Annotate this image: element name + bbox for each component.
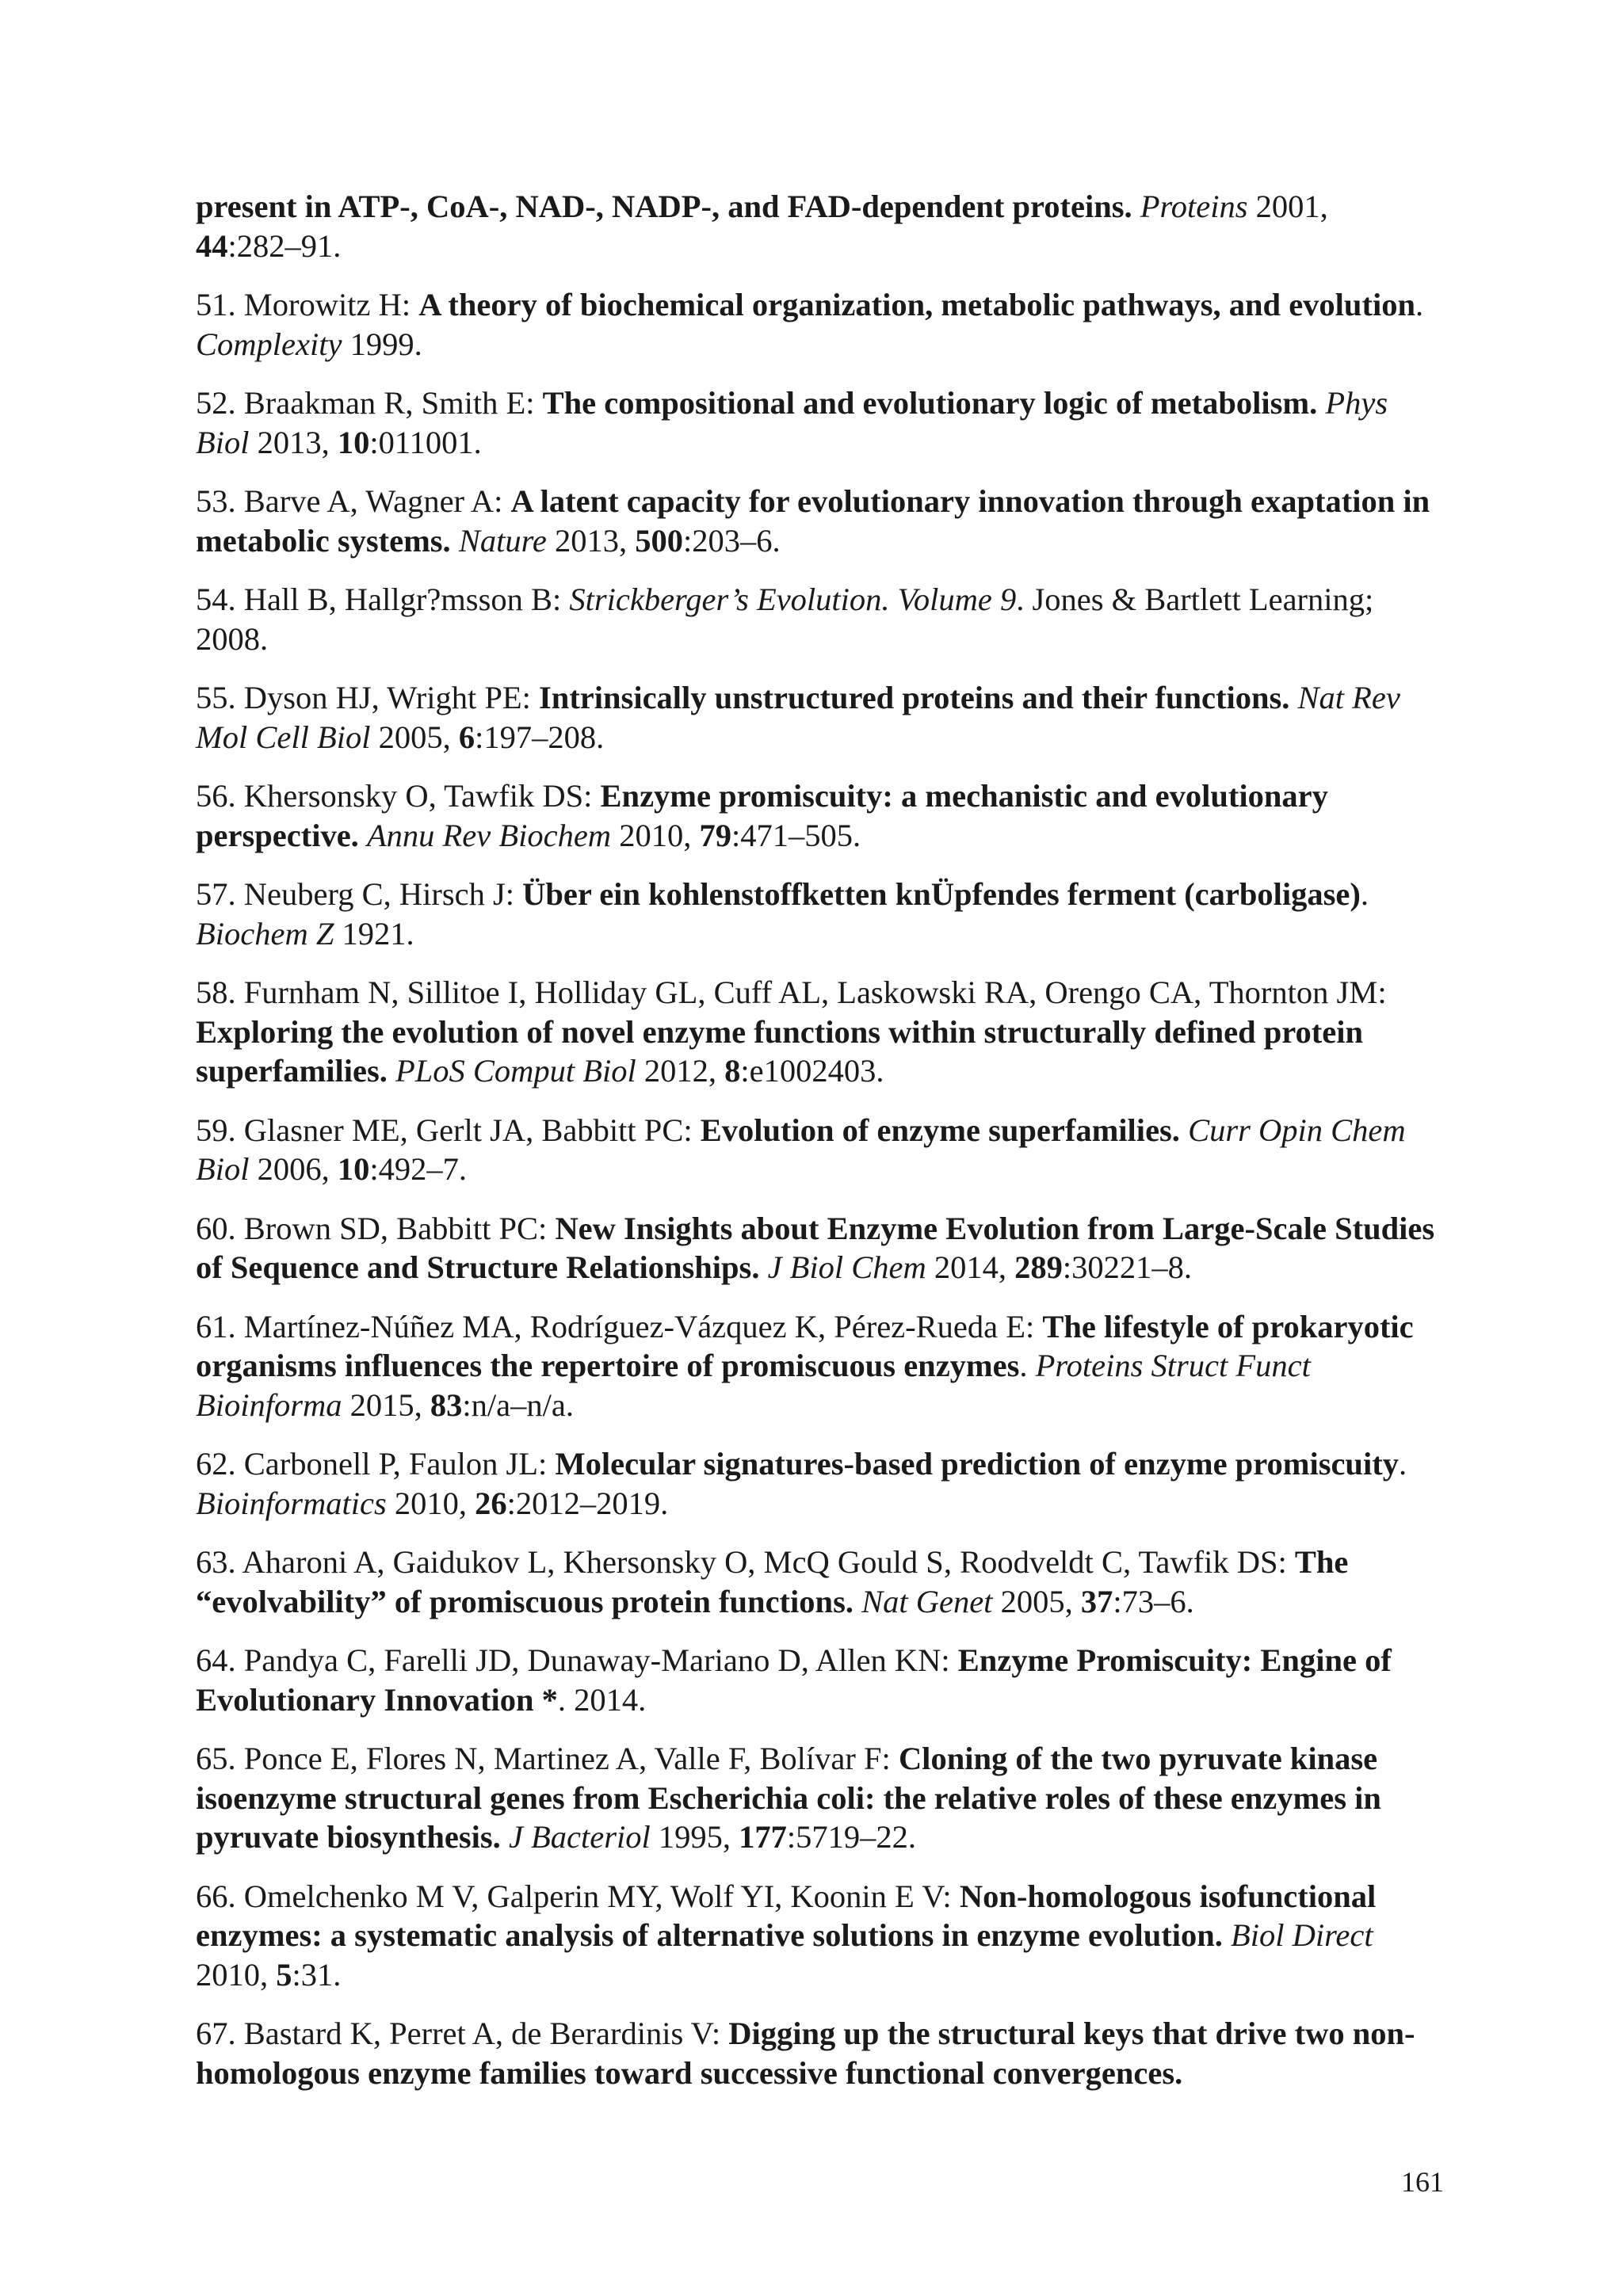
ref-journal: Bioinformatics [196, 1485, 387, 1521]
ref-journal: Biochem Z [196, 915, 334, 952]
ref-title: Cloning of the two pyruvate kinase isoenzyme structural genes from Escherichia coli: the relative roles of these enzymes in pyruvate biosynthesis. [196, 1741, 1381, 1855]
ref-authors: 55. Dyson HJ, Wright PE: [196, 680, 540, 715]
ref-pages: :n/a–n/a. [462, 1386, 574, 1423]
ref-separator [1132, 189, 1140, 224]
ref-separator: . 2014. [557, 1681, 647, 1718]
ref-pages: :31. [292, 1956, 342, 1993]
reference-item [196, 875, 1440, 953]
ref-separator [359, 818, 367, 853]
ref-authors: 54. Hall B, Hallgr?msson B: [196, 582, 570, 617]
ref-authors: 53. Barve A, Wagner A: [196, 483, 511, 519]
ref-title: The “evolvability” of promiscuous protein functions. [196, 1544, 1349, 1619]
ref-volume: 83 [430, 1386, 463, 1423]
ref-title: Intrinsically unstructured proteins and their functions. [539, 680, 1290, 715]
ref-pages: :282–91. [227, 227, 342, 264]
reference-item [196, 1641, 1440, 1719]
ref-pages: :30221–8. [1062, 1249, 1193, 1285]
ref-journal: Annu Rev Biochem [366, 817, 612, 853]
ref-pages: :e1002403. [740, 1053, 884, 1089]
ref-volume: 79 [699, 817, 731, 853]
ref-year: 2010, [386, 1485, 475, 1521]
ref-title: A theory of biochemical organization, metabolic pathways, and evolution [418, 287, 1415, 322]
ref-title: Evolution of enzyme superfamilies. [700, 1112, 1180, 1148]
ref-pages: :492–7. [369, 1151, 468, 1187]
reference-item [196, 776, 1440, 855]
ref-title: Digging up the structural keys that drive two non-homologous enzyme families toward successive functional convergences. [196, 2016, 1415, 2091]
reference-item [196, 1111, 1440, 1189]
ref-title: Über ein kohlenstoffketten knÜpfendes ferment (carboligase) [522, 876, 1361, 912]
ref-authors: 65. Ponce E, Flores N, Martinez A, Valle F, Bolívar F: [196, 1741, 899, 1776]
ref-volume: 177 [739, 1819, 787, 1855]
ref-title: New Insights about Enzyme Evolution from Large-Scale Studies of Sequence and Structure Relationships. [196, 1210, 1435, 1285]
ref-year: 2001, [1247, 189, 1328, 224]
ref-separator [451, 523, 459, 559]
ref-journal: J Bacteriol [508, 1819, 651, 1855]
ref-authors: 64. Pandya C, Farelli JD, Dunaway-Mariano D, Allen KN: [196, 1642, 958, 1678]
ref-year: 2013, [546, 522, 636, 559]
reference-item [196, 383, 1440, 462]
ref-separator [759, 1249, 767, 1285]
ref-journal: Complexity [196, 326, 342, 362]
ref-journal: J Biol Chem [767, 1249, 926, 1285]
ref-separator [1317, 385, 1325, 421]
ref-title: The lifestyle of prokaryotic organisms influences the repertoire of promiscuous enzymes [196, 1308, 1414, 1383]
reference-item [196, 2014, 1440, 2092]
ref-pages: :203–6. [682, 522, 781, 559]
ref-authors: 58. Furnham N, Sillitoe I, Holliday GL, Cuff AL, Laskowski RA, Orengo CA, Thornton JM: [196, 974, 1387, 1010]
ref-year: 2005, [992, 1583, 1081, 1619]
ref-year: 2013, [249, 424, 338, 460]
ref-authors: 51. Morowitz H: [196, 287, 419, 322]
ref-journal: Proteins [1140, 189, 1248, 224]
ref-title: A latent capacity for evolutionary innovation through exaptation in metabolic systems. [196, 483, 1430, 559]
ref-authors: 52. Braakman R, Smith E: [196, 385, 543, 421]
ref-year: 2005, [370, 719, 459, 755]
ref-year: 1995, [650, 1819, 739, 1855]
ref-authors: 63. Aharoni A, Gaidukov L, Khersonsky O, McQ Gould S, Roodveldt C, Tawfik DS: [196, 1544, 1295, 1580]
ref-authors: 57. Neuberg C, Hirsch J: [196, 876, 523, 912]
reference-item [196, 1739, 1440, 1857]
ref-separator [1223, 1917, 1231, 1953]
ref-separator [388, 1053, 395, 1089]
ref-volume: 500 [635, 522, 683, 559]
ref-authors: 59. Glasner ME, Gerlt JA, Babbitt PC: [196, 1112, 701, 1148]
ref-year: 2012, [636, 1053, 725, 1089]
ref-year: 1921. [334, 915, 414, 952]
ref-title: present in ATP-, CoA-, NAD-, NADP-, and FAD-dependent proteins. [196, 189, 1132, 224]
reference-item [196, 678, 1440, 757]
ref-volume: 6 [458, 719, 475, 755]
reference-item [196, 1444, 1440, 1523]
ref-separator: . [1415, 287, 1424, 322]
ref-separator [1180, 1112, 1188, 1148]
reference-item [196, 1543, 1440, 1621]
ref-pages: :73–6. [1113, 1583, 1194, 1619]
reference-item [196, 1209, 1440, 1287]
ref-pages: :011001. [369, 424, 482, 460]
ref-authors: 66. Omelchenko M V, Galperin MY, Wolf YI, Koonin E V: [196, 1878, 960, 1914]
ref-pages: :197–208. [475, 719, 605, 755]
ref-journal: Nat Rev Mol Cell Biol [196, 680, 1400, 755]
ref-year: 2010, [611, 817, 700, 853]
ref-year: 2010, [196, 1956, 277, 1993]
ref-year: 1999. [342, 326, 422, 362]
reference-item [196, 1307, 1440, 1425]
ref-title: Exploring the evolution of novel enzyme functions within structurally defined protein superfamilies. [196, 1013, 1364, 1089]
ref-authors: 62. Carbonell P, Faulon JL: [196, 1446, 556, 1482]
page-number: 161 [1401, 2166, 1444, 2198]
ref-journal: Nat Genet [861, 1583, 993, 1619]
ref-journal: Proteins Struct Funct Bioinforma [196, 1348, 1311, 1423]
ref-journal: Strickberger’s Evolution. Volume 9 [569, 582, 1017, 617]
ref-journal: Curr Opin Chem Biol [196, 1112, 1406, 1187]
ref-pages: :471–505. [731, 817, 861, 853]
ref-separator [1289, 680, 1297, 715]
ref-volume: 44 [196, 227, 228, 264]
ref-year: 2014, [926, 1249, 1015, 1285]
reference-item [196, 580, 1440, 658]
ref-volume: 5 [276, 1956, 292, 1993]
ref-volume: 37 [1080, 1583, 1113, 1619]
reference-item [196, 187, 1440, 265]
ref-year: 2006, [249, 1151, 338, 1187]
reference-item [196, 285, 1440, 364]
reference-item [196, 973, 1440, 1091]
ref-separator: . [1019, 1348, 1036, 1383]
ref-authors: 67. Bastard K, Perret A, de Berardinis V: [196, 2016, 729, 2051]
ref-year: 2015, [342, 1386, 430, 1423]
ref-title: The compositional and evolutionary logic of metabolism. [542, 385, 1318, 421]
ref-year: . Jones & Bartlett Learning; 2008. [196, 582, 1374, 657]
ref-separator: . [1360, 876, 1369, 912]
ref-authors: 61. Martínez-Núñez MA, Rodríguez-Vázquez K, Pérez-Rueda E: [196, 1308, 1043, 1344]
ref-title: Molecular signatures-based prediction of enzyme promiscuity [555, 1446, 1399, 1482]
ref-separator [501, 1819, 509, 1855]
ref-authors: 60. Brown SD, Babbitt PC: [196, 1210, 556, 1246]
ref-volume: 10 [337, 424, 370, 460]
ref-journal: Nature [458, 522, 547, 559]
ref-journal: Phys Biol [196, 385, 1388, 460]
ref-volume: 8 [724, 1053, 741, 1089]
ref-authors: 56. Khersonsky O, Tawfik DS: [196, 778, 601, 814]
ref-separator [854, 1584, 861, 1619]
ref-pages: :5719–22. [786, 1819, 917, 1855]
ref-volume: 289 [1014, 1249, 1063, 1285]
ref-journal: Biol Direct [1231, 1917, 1373, 1953]
ref-title: Enzyme promiscuity: a mechanistic and evolutionary perspective. [196, 778, 1328, 853]
ref-title: Enzyme Promiscuity: Engine of Evolutionary Innovation * [196, 1642, 1392, 1718]
ref-separator: . [1398, 1446, 1407, 1482]
ref-volume: 26 [475, 1485, 507, 1521]
reference-list [196, 187, 1440, 2112]
ref-title: Non-homologous isofunctional enzymes: a systematic analysis of alternative solutions in enzyme evolution. [196, 1878, 1377, 1953]
reference-item [196, 1877, 1440, 1995]
ref-pages: :2012–2019. [506, 1485, 669, 1521]
ref-journal: PLoS Comput Biol [395, 1053, 636, 1089]
reference-item [196, 482, 1440, 560]
ref-volume: 10 [337, 1151, 370, 1187]
